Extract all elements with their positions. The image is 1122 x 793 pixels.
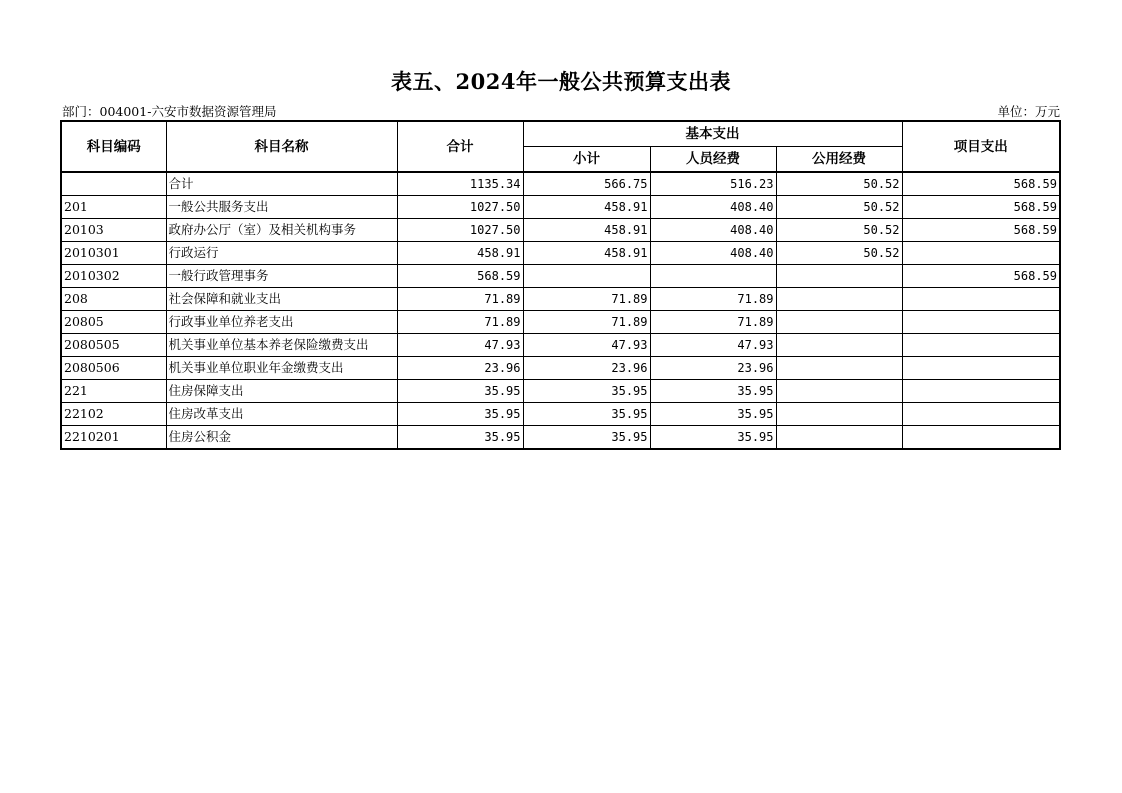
table-row bbox=[61, 334, 1060, 357]
cell-subtotal: 23.96 bbox=[523, 357, 650, 380]
header-subtotal: 小计 bbox=[523, 147, 650, 173]
cell-code: 2210201 bbox=[61, 426, 166, 450]
table-row bbox=[61, 172, 1060, 196]
cell-personnel: 71.89 bbox=[650, 311, 776, 334]
cell-total: 35.95 bbox=[397, 380, 523, 403]
cell-subtotal: 458.91 bbox=[523, 196, 650, 219]
cell-project bbox=[902, 242, 1060, 265]
cell-personnel: 35.95 bbox=[650, 380, 776, 403]
cell-subtotal bbox=[523, 265, 650, 288]
cell-subtotal: 458.91 bbox=[523, 242, 650, 265]
cell-personnel: 408.40 bbox=[650, 219, 776, 242]
cell-project bbox=[902, 334, 1060, 357]
cell-public: 50.52 bbox=[776, 196, 902, 219]
cell-total: 568.59 bbox=[397, 265, 523, 288]
cell-project bbox=[902, 403, 1060, 426]
table-row bbox=[61, 242, 1060, 265]
table-row bbox=[61, 288, 1060, 311]
cell-name: 一般行政管理事务 bbox=[166, 265, 397, 288]
cell-name: 住房改革支出 bbox=[166, 403, 397, 426]
cell-total: 71.89 bbox=[397, 288, 523, 311]
cell-total: 47.93 bbox=[397, 334, 523, 357]
cell-public bbox=[776, 334, 902, 357]
header-project: 项目支出 bbox=[902, 121, 1060, 172]
cell-project bbox=[902, 380, 1060, 403]
table-row bbox=[61, 196, 1060, 219]
table-row bbox=[61, 403, 1060, 426]
budget-table bbox=[60, 120, 1061, 450]
table-row bbox=[61, 311, 1060, 334]
cell-personnel: 35.95 bbox=[650, 426, 776, 450]
cell-project: 568.59 bbox=[902, 265, 1060, 288]
cell-project: 568.59 bbox=[902, 196, 1060, 219]
cell-total: 71.89 bbox=[397, 311, 523, 334]
cell-personnel: 516.23 bbox=[650, 172, 776, 196]
cell-name: 合计 bbox=[166, 172, 397, 196]
unit-label: 单位：万元 bbox=[997, 104, 1060, 119]
table-row bbox=[61, 219, 1060, 242]
cell-public: 50.52 bbox=[776, 172, 902, 196]
cell-project bbox=[902, 288, 1060, 311]
cell-code: 201 bbox=[61, 196, 166, 219]
cell-code bbox=[61, 172, 166, 196]
cell-code: 2080505 bbox=[61, 334, 166, 357]
cell-subtotal: 71.89 bbox=[523, 311, 650, 334]
cell-name: 机关事业单位职业年金缴费支出 bbox=[166, 357, 397, 380]
header-code: 科目编码 bbox=[61, 121, 166, 172]
cell-subtotal: 458.91 bbox=[523, 219, 650, 242]
cell-public: 50.52 bbox=[776, 219, 902, 242]
cell-code: 208 bbox=[61, 288, 166, 311]
cell-total: 458.91 bbox=[397, 242, 523, 265]
cell-public bbox=[776, 288, 902, 311]
cell-public bbox=[776, 265, 902, 288]
cell-name: 住房公积金 bbox=[166, 426, 397, 450]
cell-total: 35.95 bbox=[397, 403, 523, 426]
cell-personnel: 408.40 bbox=[650, 242, 776, 265]
cell-total: 35.95 bbox=[397, 426, 523, 450]
cell-name: 住房保障支出 bbox=[166, 380, 397, 403]
cell-project bbox=[902, 311, 1060, 334]
header-public: 公用经费 bbox=[776, 147, 902, 173]
cell-code: 20103 bbox=[61, 219, 166, 242]
cell-code: 221 bbox=[61, 380, 166, 403]
cell-total: 1135.34 bbox=[397, 172, 523, 196]
cell-personnel: 23.96 bbox=[650, 357, 776, 380]
cell-name: 政府办公厅（室）及相关机构事务 bbox=[166, 219, 397, 242]
cell-public bbox=[776, 357, 902, 380]
cell-public bbox=[776, 380, 902, 403]
cell-subtotal: 47.93 bbox=[523, 334, 650, 357]
cell-project: 568.59 bbox=[902, 219, 1060, 242]
cell-code: 22102 bbox=[61, 403, 166, 426]
cell-name: 行政运行 bbox=[166, 242, 397, 265]
header-name: 科目名称 bbox=[166, 121, 397, 172]
table-row bbox=[61, 265, 1060, 288]
cell-project bbox=[902, 426, 1060, 450]
cell-project bbox=[902, 357, 1060, 380]
header-personnel: 人员经费 bbox=[650, 147, 776, 173]
cell-personnel: 35.95 bbox=[650, 403, 776, 426]
cell-personnel: 408.40 bbox=[650, 196, 776, 219]
header-total: 合计 bbox=[397, 121, 523, 172]
table-row bbox=[61, 357, 1060, 380]
cell-name: 社会保障和就业支出 bbox=[166, 288, 397, 311]
table-row bbox=[61, 426, 1060, 450]
cell-subtotal: 35.95 bbox=[523, 426, 650, 450]
cell-public bbox=[776, 311, 902, 334]
table-row bbox=[61, 380, 1060, 403]
cell-total: 23.96 bbox=[397, 357, 523, 380]
cell-personnel: 47.93 bbox=[650, 334, 776, 357]
department-label: 部门：004001-六安市数据资源管理局 bbox=[62, 104, 277, 119]
cell-name: 机关事业单位基本养老保险缴费支出 bbox=[166, 334, 397, 357]
header-basic: 基本支出 bbox=[523, 121, 902, 147]
cell-public: 50.52 bbox=[776, 242, 902, 265]
cell-subtotal: 35.95 bbox=[523, 403, 650, 426]
cell-public bbox=[776, 426, 902, 450]
cell-name: 行政事业单位养老支出 bbox=[166, 311, 397, 334]
table-body bbox=[61, 172, 1060, 449]
cell-subtotal: 71.89 bbox=[523, 288, 650, 311]
cell-personnel bbox=[650, 265, 776, 288]
cell-total: 1027.50 bbox=[397, 196, 523, 219]
cell-personnel: 71.89 bbox=[650, 288, 776, 311]
page-title: 表五、2024年一般公共预算支出表 bbox=[391, 69, 731, 94]
cell-code: 2010302 bbox=[61, 265, 166, 288]
cell-code: 2010301 bbox=[61, 242, 166, 265]
cell-name: 一般公共服务支出 bbox=[166, 196, 397, 219]
cell-public bbox=[776, 403, 902, 426]
cell-code: 2080506 bbox=[61, 357, 166, 380]
cell-code: 20805 bbox=[61, 311, 166, 334]
cell-subtotal: 566.75 bbox=[523, 172, 650, 196]
cell-subtotal: 35.95 bbox=[523, 380, 650, 403]
cell-project: 568.59 bbox=[902, 172, 1060, 196]
cell-total: 1027.50 bbox=[397, 219, 523, 242]
